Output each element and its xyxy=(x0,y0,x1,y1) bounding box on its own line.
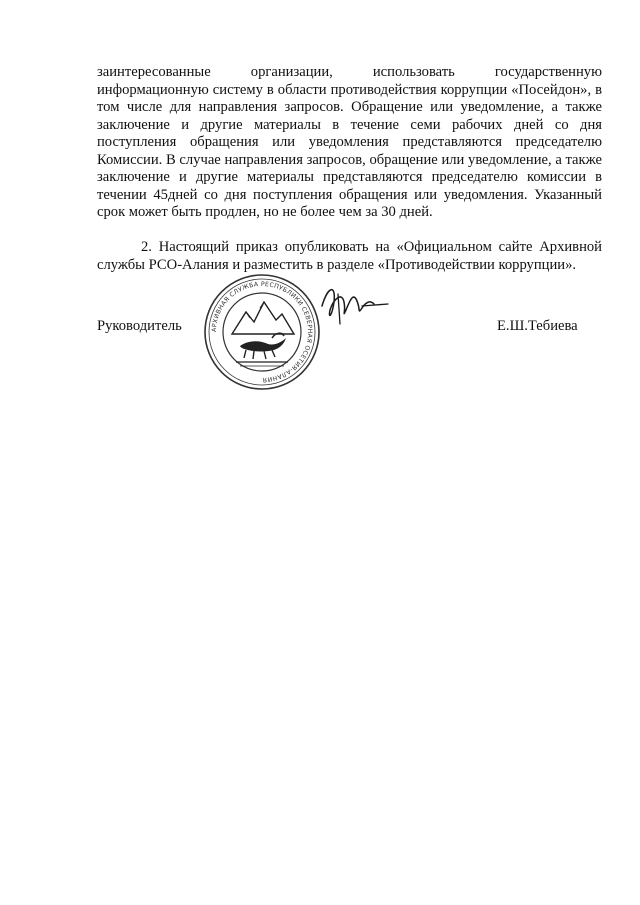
seal-text: АРХИВНАЯ СЛУЖБА РЕСПУБЛИКИ СЕВЕРНАЯ ОСЕТИЯ-АЛАНИЯ xyxy=(210,280,314,384)
signature-icon xyxy=(318,280,392,330)
signatory-title: Руководитель xyxy=(97,318,182,334)
signatory-name: Е.Ш.Тебиева xyxy=(497,318,578,334)
paragraph-2: 2. Настоящий приказ опубликовать на «Официальном сайте Архивной службы РСО-Алания и разместить в разделе «Противодействии коррупции». xyxy=(97,239,602,273)
svg-text:АРХИВНАЯ СЛУЖБА РЕСПУБЛИКИ СЕВ xyxy=(211,281,313,383)
official-seal-icon xyxy=(202,272,322,392)
paragraph-1: заинтересованные организации, использовать государственную информационную систему в области противодействия коррупции «Посейдон», в том числе для направления запросов. Обращение или уведомление, а также заключение и другие материалы в течение семи рабочих дней со дня поступления обращения или уведомления представляются председателю Комиссии. В случае направления запросов, обращение или уведомление, а также заключение и другие материалы представляются председателю комиссии в течении 45дней со дня поступления обращения или уведомления. Указанный срок может быть продлен, но не более чем за 30 дней. xyxy=(97,64,602,220)
